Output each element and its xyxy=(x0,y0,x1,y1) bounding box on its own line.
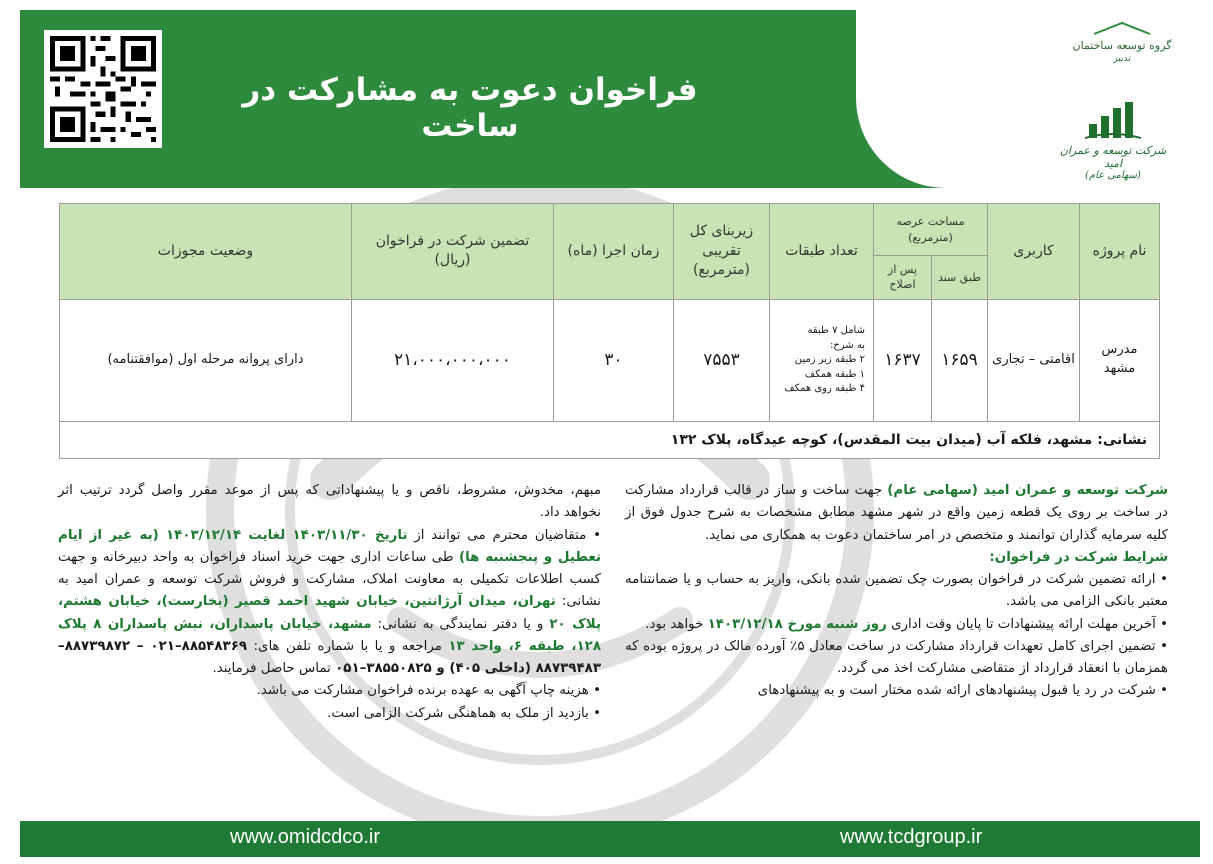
cell-permits: دارای پروانه مرحله اول (موافقتنامه) xyxy=(59,299,351,421)
project-address: نشانی: مشهد، فلکه آب (میدان بیت المقدس)، کوچه عیدگاه، پلاک ۱۳۲ xyxy=(59,421,1159,458)
th-area-after: پس از اصلاح xyxy=(873,256,931,300)
bars-logo-icon xyxy=(1085,100,1141,140)
purchase-text-2: طی ساعات اداری جهت خرید اسناد فراخوان به واحد دبیرخانه و جهت کسب اطلاعات تکمیلی به معاونت املاک، مشارکت و فروش شرکت توسعه و عمران امید به نشانی: xyxy=(58,549,601,610)
left-paragraph-4: • بازدید از ملک به هماهنگی شرکت الزامی است. xyxy=(327,705,601,721)
th-area-group: مساحت عرصه (مترمربع) xyxy=(873,204,987,256)
conditions-title: شرایط شرکت در فراخوان: xyxy=(989,549,1168,565)
logo-company-sub: (سهامی عام) xyxy=(1085,170,1141,181)
left-paragraph-3: • هزینه چاپ آگهی به عهده برنده فراخوان مشارکت می باشد. xyxy=(256,683,601,699)
announcement-body xyxy=(58,480,1168,810)
left-paragraph-2 xyxy=(58,525,601,681)
omid-company-logo xyxy=(1053,100,1173,181)
footer-bar xyxy=(20,821,1200,857)
th-built-area: زیربنای کل تقریبی (مترمربع) xyxy=(673,204,769,300)
cell-built-area: ۷۵۵۳ xyxy=(673,299,769,421)
cell-floors xyxy=(769,299,873,421)
floors-line: ۴ طبقه روی همکف xyxy=(784,383,865,395)
column-right xyxy=(625,480,1168,703)
logo-company-name: شرکت توسعه و عمران امید xyxy=(1059,144,1167,170)
page-title: فراخوان دعوت به مشارکت در ساخت xyxy=(242,72,698,144)
tadbir-group-logo xyxy=(1047,20,1197,64)
purchase-dates: تاریخ ۱۴۰۳/۱۱/۳۰ لغایت ۱۴۰۳/۱۲/۱۴ (به غیر از ایام تعطیل و پنجشنبه ها) xyxy=(58,527,601,565)
cell-project-name: مدرس مشهد xyxy=(1080,299,1160,421)
th-floors: تعداد طبقات xyxy=(769,204,873,300)
header xyxy=(0,0,1213,200)
footer-link-tcdgroup[interactable]: www.tcdgroup.ir xyxy=(840,826,983,848)
footer-link-omidcdco[interactable]: www.omidcdco.ir xyxy=(230,826,381,848)
left-paragraph-1: مبهم، مخدوش، مشروط، ناقص و یا پیشنهاداتی که پس از موعد مقرر واصل گردد ترتیب اثر نخواهد داد. xyxy=(58,483,601,521)
intro-text: جهت ساخت و ساز در قالب قرارداد مشارکت در ساخت بر روی یک قطعه زمین واقع در شهر مشهد مطابق مشخصات به شرح جدول فوق از کلیه سرمایه گذاران توانمند و متخصص در امر ساختمان دعوت به همکاری می نماید. xyxy=(625,483,1168,543)
tehran-address: تهران، میدان آرژانتین، خیابان شهید احمد قصیر (بخارست)، خیابان هشتم، پلاک ۲۰ xyxy=(58,594,601,632)
address-row xyxy=(59,421,1159,458)
cell-usage: اقامتی – تجاری xyxy=(988,299,1080,421)
intro-company: شرکت توسعه و عمران امید (سهامی عام) xyxy=(887,483,1168,498)
logo-group-sub: تدبیر xyxy=(1113,54,1131,64)
mashhad-address: مشهد، خیابان پاسداران، نبش پاسداران ۸ پلاک ۱۲۸، طبقه ۶، واحد ۱۳ xyxy=(58,616,601,654)
cell-area-deed: ۱۶۵۹ xyxy=(932,299,988,421)
condition-2 xyxy=(625,614,1168,636)
table-row xyxy=(59,299,1159,421)
logo-group-text: گروه توسعه ساختمان xyxy=(1072,39,1172,52)
th-permits: وضعیت مجوزات xyxy=(59,204,351,300)
th-guarantee: تضمین شرکت در فراخوان (ریال) xyxy=(351,204,553,300)
condition-2-text: • آخرین مهلت ارائه پیشنهادات تا پایان وقت اداری xyxy=(891,616,1168,632)
condition-4: • شرکت در رد یا قبول پیشنهادهای ارائه شده مختار است و به پیشنهادهای xyxy=(757,683,1168,699)
floors-line: ۲ طبقه زیر زمین xyxy=(794,354,865,366)
phone-intro: مراجعه و یا با شماره تلفن های: xyxy=(253,638,442,654)
roof-icon xyxy=(1092,21,1152,35)
th-project-name: نام پروژه xyxy=(1080,204,1160,300)
cell-guarantee: ۲۱،۰۰۰،۰۰۰،۰۰۰ xyxy=(351,299,553,421)
floors-line: به شرح: xyxy=(829,339,865,351)
cell-area-after: ۱۶۳۷ xyxy=(873,299,931,421)
column-left xyxy=(58,480,601,725)
contact-end: تماس حاصل فرمایند. xyxy=(212,661,331,676)
purchase-text: • متقاضیان محترم می توانند از xyxy=(414,527,601,543)
phone-numbers: ۸۸۵۴۸۳۶۹–۰۲۱ – ۸۸۷۳۹۸۷۲–۸۸۷۳۹۴۸۳ (داخلی ۴۰۵) و ۳۸۵۵۰۸۲۵–۰۵۱ xyxy=(58,638,601,676)
intro-paragraph xyxy=(625,480,1168,547)
floors-line: ۱ طبقه همکف xyxy=(804,368,865,380)
th-duration: زمان اجرا (ماه) xyxy=(553,204,673,300)
project-table xyxy=(60,203,1160,459)
floors-line: شامل ۷ طبقه xyxy=(807,325,865,337)
office-text: و یا دفتر نمایندگی به نشانی: xyxy=(377,616,544,632)
qr-code-icon xyxy=(44,30,162,148)
th-area-deed: طبق سند xyxy=(932,256,988,300)
condition-1: • ارائه تضمین شرکت در فراخوان بصورت چک تضمین شده بانکی، واریز به حساب و یا ضمانتنامه معتبر بانکی الزامی می باشد. xyxy=(625,572,1168,610)
condition-3: • تضمین اجرای کامل تعهدات قرارداد مشارکت در ساخت معادل ۵٪ آورده مالک در پروژه بوده که همزمان با انعقاد قرارداد از متقاضی مشارکت اخذ می گردد. xyxy=(625,638,1168,676)
condition-2-end: خواهد بود. xyxy=(645,616,704,632)
th-usage: کاربری xyxy=(988,204,1080,300)
deadline-date: روز شنبه مورخ ۱۴۰۳/۱۲/۱۸ xyxy=(707,616,887,632)
cell-duration: ۳۰ xyxy=(553,299,673,421)
